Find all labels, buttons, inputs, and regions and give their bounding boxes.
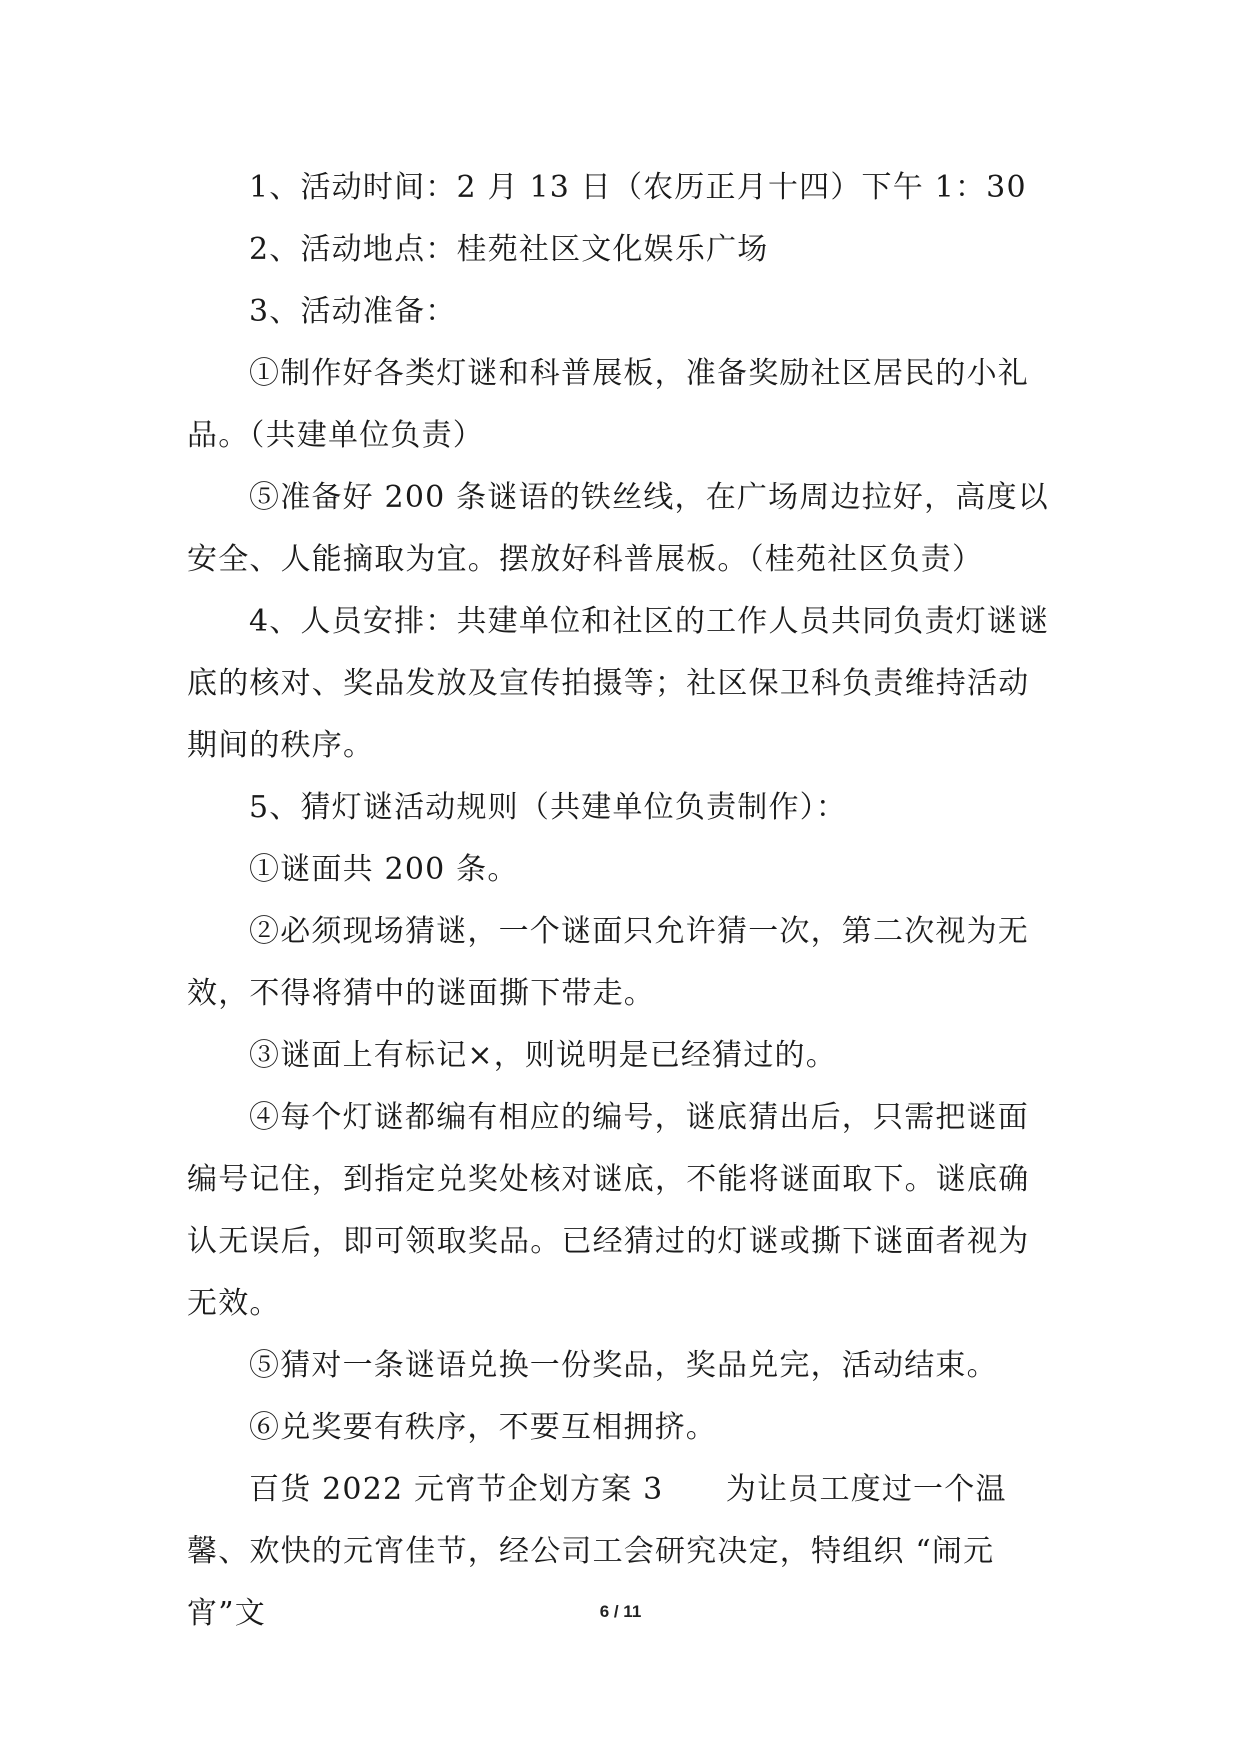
paragraph-rule-2: ②必须现场猜谜，一个谜面只允许猜一次，第二次视为无效，不得将猜中的谜面撕下带走。 — [187, 914, 1029, 1011]
paragraph-prep-item-1: ①制作好各类灯谜和科普展板，准备奖励社区居民的小礼品。（共建单位负责） — [187, 356, 1029, 453]
paragraph-rule-3: ③谜面上有标记×，则说明是已经猜过的。 — [249, 1038, 837, 1073]
paragraph-rule-6: ⑥兑奖要有秩序，不要互相拥挤。 — [249, 1410, 717, 1445]
paragraph-staff-arrangement: 4、人员安排：共建单位和社区的工作人员共同负责灯谜谜底的核对、奖品发放及宣传拍摄等；社区保卫科负责维持活动期间的秩序。 — [187, 604, 1050, 763]
paragraph-prep-item-5: ⑤准备好 200 条谜语的铁丝线，在广场周边拉好，高度以安全、人能摘取为宜。摆放好科普展板。（桂苑社区负责） — [187, 480, 1049, 577]
paragraph-plan-3-intro: 百货 2022 元宵节企划方案 3 为让员工度过一个温馨、欢快的元宵佳节，经公司工会研究决定，特组织 “闹元宵”文 — [187, 1472, 1007, 1631]
paragraph-riddle-rules-heading: 5、猜灯谜活动规则（共建单位负责制作）： — [249, 790, 848, 825]
paragraph-activity-time: 1、活动时间：2 月 13 日（农历正月十四）下午 1：30 — [249, 170, 1027, 205]
document-body — [187, 157, 1055, 1645]
page-number: 6 / 11 — [599, 1602, 642, 1621]
paragraph-rule-4: ④每个灯谜都编有相应的编号，谜底猜出后，只需把谜面编号记住，到指定兑奖处核对谜底，不能将谜面取下。谜底确认无误后，即可领取奖品。已经猜过的灯谜或撕下谜面者视为无效。 — [187, 1100, 1030, 1321]
paragraph-activity-preparation: 3、活动准备： — [249, 294, 457, 329]
paragraph-activity-location: 2、活动地点：桂苑社区文化娱乐广场 — [249, 232, 769, 267]
paragraph-rule-5: ⑤猜对一条谜语兑换一份奖品，奖品兑完，活动结束。 — [249, 1348, 998, 1383]
paragraph-rule-1: ①谜面共 200 条。 — [249, 852, 519, 887]
